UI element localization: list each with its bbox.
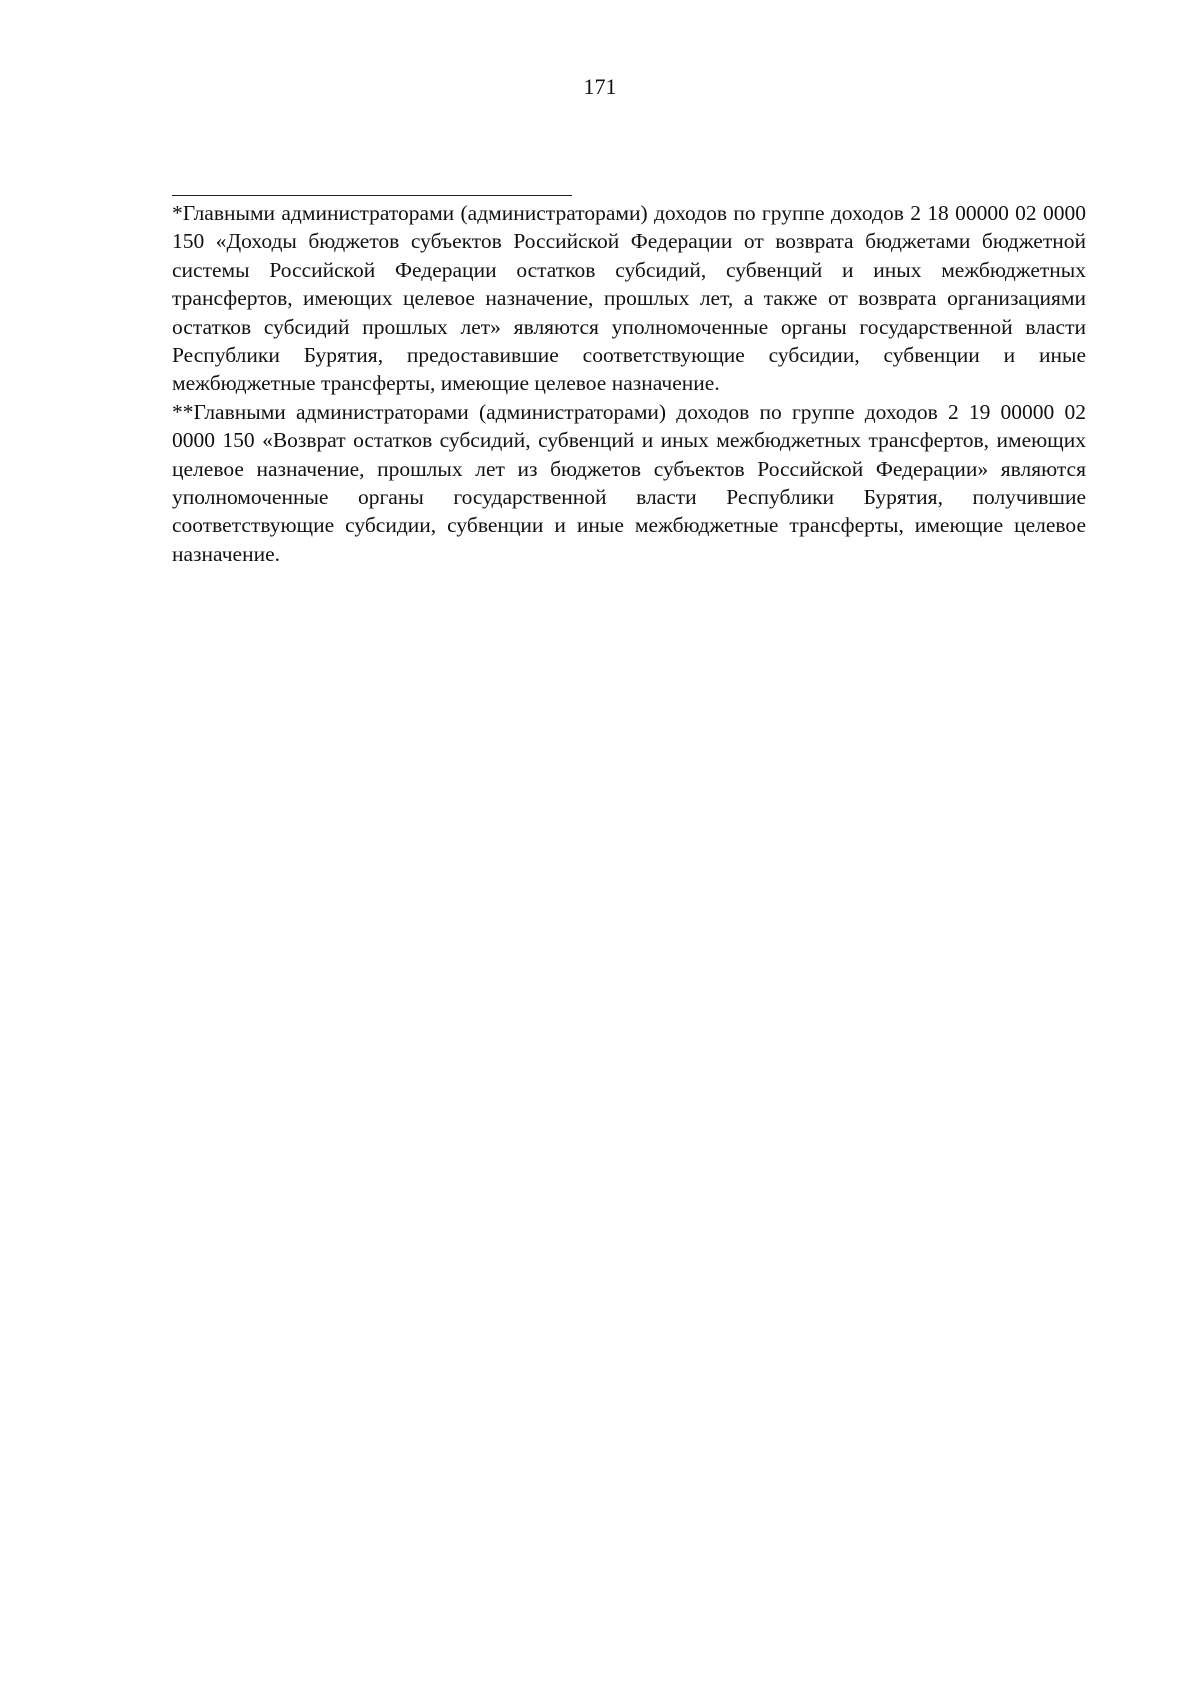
page-number: 171	[583, 74, 617, 99]
footnote-1: *Главными администраторами (администраторами) доходов по группе доходов 2 18 00000 02 0000 150 «Доходы бюджетов субъектов Российской Федерации от возврата бюджетами бюджетной системы Российской Федерации остатков субсидий, субвенций и иных межбюджетных трансфертов, имеющих целевое назначение, прошлых лет, а также от возврата организациями остатков субсидий прошлых лет» являются уполномоченные органы государственной власти Республики Бурятия, предоставившие соответствующие субсидии, субвенции и иные межбюджетные трансферты, имеющие целевое назначение.	[172, 201, 1086, 396]
footnote-2: **Главными администраторами (администраторами) доходов по группе доходов 2 19 00000 02 0000 150 «Возврат остатков субсидий, субвенций и иных межбюджетных трансфертов, имеющих целевое назначение, прошлых лет из бюджетов субъектов Российской Федерации» являются уполномоченные органы государственной власти Республики Бурятия, получившие соответствующие субсидии, субвенции и иные межбюджетные трансферты, имеющие целевое назначение.	[172, 399, 1086, 566]
footnotes-section	[172, 199, 1086, 568]
footnote-separator	[172, 195, 572, 196]
